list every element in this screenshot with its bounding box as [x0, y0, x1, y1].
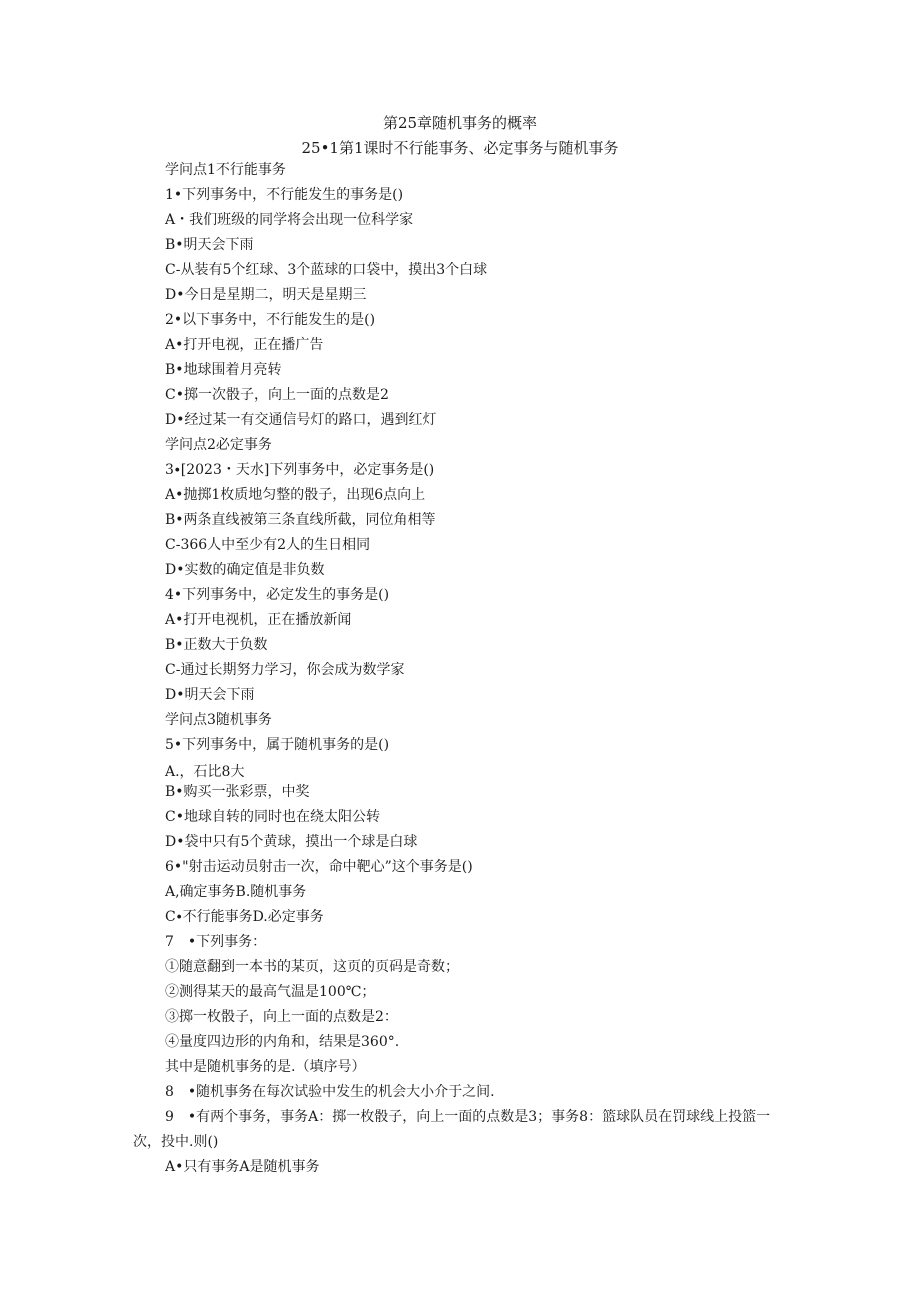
section-heading: 学问点1不行能事务 [165, 162, 286, 178]
question-text: 2•以下事务中，不行能发生的是() [165, 312, 376, 328]
answer-option: C∙不行能事务D.必定事务 [165, 909, 324, 925]
answer-option: B•两条直线被第三条直线所截，同位角相等 [165, 512, 436, 528]
answer-option: D•今日是星期二，明天是星期三 [165, 287, 367, 303]
answer-option: A•抛掷1枚质地匀整的骰子，出现6点向上 [165, 487, 426, 503]
list-item: ②测得某天的最高气温是100℃； [165, 984, 376, 1000]
answer-option: C-从装有5个红球、3个蓝球的口袋中，摸出3个白球 [165, 262, 488, 278]
answer-option: D•明天会下雨 [165, 687, 255, 703]
answer-option: A•打开电视机，正在播放新闻 [165, 612, 352, 628]
question-text: 8 •随机事务在每次试验中发生的机会大小介于之间. [165, 1084, 495, 1100]
answer-option: A・我们班级的同学将会出现一位科学家 [165, 212, 414, 228]
answer-option: B•正数大于负数 [165, 637, 268, 653]
answer-option: D•经过某一有交通信号灯的路口，遇到红灯 [165, 412, 437, 428]
question-text: 3∙[2023・天水]下列事务中，必定事务是() [165, 462, 435, 478]
section-heading: 学问点2必定事务 [165, 437, 272, 453]
list-item: ③掷一枚骰子，向上一面的点数是2： [165, 1009, 398, 1025]
list-item: ④量度四边形的内角和，结果是360°. [165, 1034, 400, 1050]
chapter-title: 第25章随机事务的概率 [382, 114, 538, 132]
question-text: 9 •有两个事务，事务A：掷一枚骰子，向上一面的点数是3；事务8：篮球队员在罚球线上投篮一次，投中.则() [133, 1109, 771, 1150]
question-text: 7 •下列事务： [165, 934, 267, 950]
question-text: 5•下列事务中，属于随机事务的是() [165, 737, 390, 753]
lesson-subtitle: 25•1第1课时不行能事务、必定事务与随机事务 [301, 139, 619, 157]
question-text: 6•"射击运动员射击一次，命中靶心”这个事务是() [165, 859, 473, 875]
answer-option: B•购买一张彩票，中奖 [165, 784, 310, 800]
question-text: 其中是随机事务的是.（填序号） [165, 1059, 366, 1075]
question-text: 4•下列事务中，必定发生的事务是() [165, 587, 390, 603]
answer-option: D•实数的确定值是非负数 [165, 562, 325, 578]
answer-option: C-通过长期努力学习，你会成为数学家 [165, 662, 405, 678]
answer-option: C•地球自转的同时也在绕太阳公转 [165, 809, 380, 825]
answer-option: A•打开电视，正在播广告 [165, 337, 324, 353]
section-heading: 学问点3随机事务 [165, 712, 272, 728]
list-item: ①随意翻到一本书的某页，这页的页码是奇数； [165, 959, 459, 975]
answer-option: C-366人中至少有2人的生日相同 [165, 537, 371, 553]
answer-option: A.，石比8大 [165, 764, 245, 780]
answer-option: C•掷一次骰子，向上一面的点数是2 [165, 387, 389, 403]
question-text: 1•下列事务中，不行能发生的事务是() [165, 187, 404, 203]
answer-option: B•明天会下雨 [165, 237, 254, 253]
answer-option: A•只有事务A是随机事务 [165, 1159, 320, 1175]
answer-option: D•袋中只有5个黄球，摸出一个球是白球 [165, 834, 418, 850]
answer-option: A,确定事务B.随机事务 [165, 884, 307, 900]
answer-option: B•地球围着月亮转 [165, 362, 282, 378]
